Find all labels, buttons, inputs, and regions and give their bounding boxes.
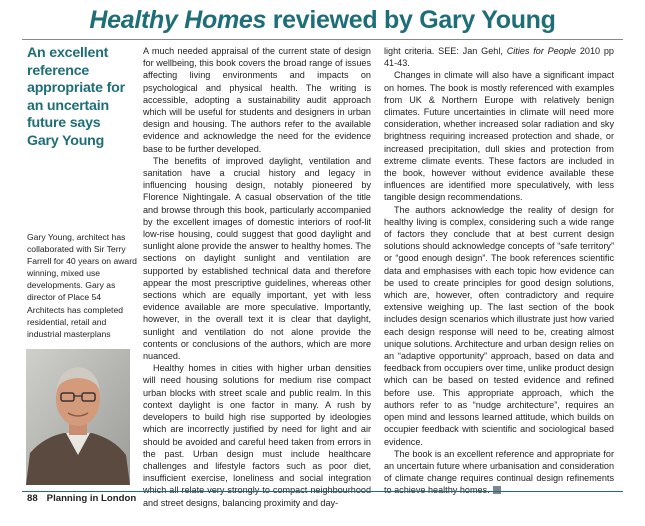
top-divider [22,39,623,40]
sidebar [27,45,133,151]
page-number: 88 [27,493,38,504]
publication-name: Planning in London [46,493,137,504]
author-photo [26,349,130,485]
article-title [0,6,645,35]
author-portrait-image [26,349,130,485]
author-bio: Gary Young, architect has collaborated with Sir Terry Farrell for 40 years on award winning, mixed use developments. Gary as director of Place 54 Architects has completed residential, retail and industrial masterplans [27,232,137,339]
citation-pages: 2010 pp 41-43. [384,46,614,69]
title-rest: reviewed by Gary Young [266,6,556,34]
footer-divider [22,491,623,492]
page-footer [27,493,136,504]
article-paragraph: Changes in climate will also have a significant impact on homes. The book is mostly referenced with examples from UK & Northern Europe with relatively benign climates. Future uncertainties in climate will need more consideration, whether increased solar radiation and sky brightness requiring increased protection and shade, or increased precipitation, dull skies and protection from extreme climate events. These factors are included in the book, however without evidence available these influences are identified more speculatively, with less tangible design recommendations. [384,70,614,203]
article-paragraph-continued [384,45,614,69]
title-book-name: Healthy Homes [89,6,267,34]
article-paragraph: Healthy homes in cities with higher urban densities will need housing solutions for medium rise compact urban blocks with street scale and public realm. In this context daylight is one factor in many. A rush by developers to build high rise supported by ideologies which are incorrectly justified by need for light and air should be avoided and careful heed taken from errors in the past. Urban design must include healthcare challenges and lifestyle factors such as poor diet, insufficient exercise, loneliness and social integration and street designs, balancing proximity and day- [143,363,371,508]
article-paragraph: A much needed appraisal of the current state of design for wellbeing, this book covers the broad range of issues affecting living environments and impacts on psychological and physical health. The writing is accessible, adopting a sustainability audit approach which will be useful for students and designers in urban design and housing. The authors refer to the available evidence and acknowledge the need for the evidence base to be further developed. [143,46,371,154]
pull-quote: An excellent reference appropriate for an uncertain future says Gary Young [27,45,125,149]
citation-title: Cities for People [506,46,577,56]
article-paragraph: The authors acknowledge the reality of design for healthy living is complex, considering such a wide range of factors they conclude that at best current design solutions should acknowledge concepts of “safe territory” or “good enough design”. The book references scientific data and emphasises with each topic how evidence can be used to create principles for good design solutions, which are, however, often contradictory and require extensive weighing up. The last section of the book includes design scenarios which illustrate just how varied each design response will need to be, creating almost unique solutions. Architecture and urban design relies on an “adaptive opportunity” approach, based on data and feedback from occupiers over time, unlike product design which can be based on tested evidence and refined before use. This appropriate approach, which the authors refer to as “nudge architecture”, requires an open mind and lessons learned attitude, which builds on occupier feedback with scientific and sociological based evidence. [384,204,614,447]
final-paragraph-text: The book is an excellent reference and appropriate for an uncertain future where urbanisation and consideration of climate change requires continual design refinements [384,448,614,484]
continued-text: light criteria. SEE: Jan Gehl, [384,46,507,56]
article-paragraph: The benefits of improved daylight, ventilation and sanitation have a crucial history and legacy in influencing housing design, notably pioneered by Florence Nightingale. A casual observation of the title and browse through this book, particularly accompanied by the excellent images of domestic interiors of roof-lit low-rise housing, could suggest that good daylight and sunlight alone provide the answer to healthy homes. The sections on daylight sunlight and ventilation are supported by established technical data and therefore appear the most prescriptive guidelines, whereas other sections which are equally important, yet with less evidence available are more speculative. Importantly, however, in the overall text it is clear that daylight, sunlight and ventilation do not alone provide the contents or conclusions of the authors, which are more nuanced. [143,155,371,362]
article-column-1 [143,45,371,509]
article-paragraph-final [384,448,614,497]
article-column-2 [384,45,614,497]
